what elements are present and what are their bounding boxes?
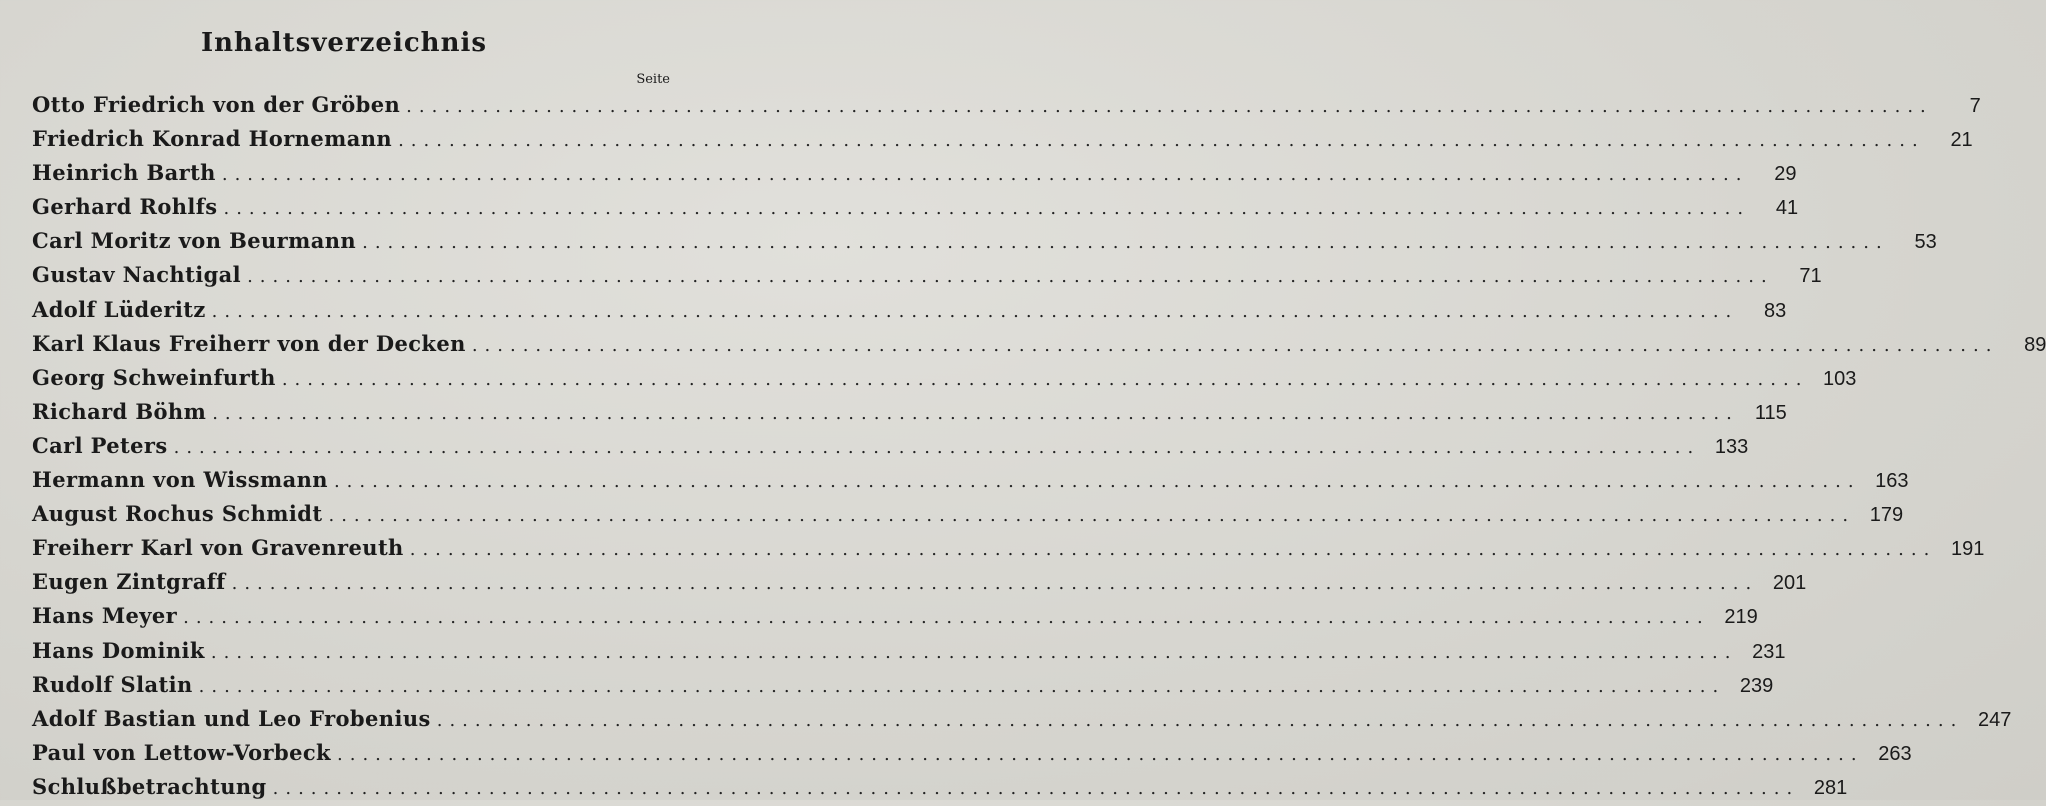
toc-entry — [32, 565, 1807, 599]
toc-entry-title: Carl Moritz von Beurmann — [32, 228, 357, 254]
toc-entry-title: Karl Klaus Freiherr von der Decken — [32, 330, 466, 356]
toc-entry-title: August Rochus Schmidt — [32, 501, 323, 527]
toc-entry — [32, 702, 2012, 736]
toc-entry-page: 7 — [1969, 95, 1981, 117]
toc-entry-page: 191 — [1950, 538, 1985, 561]
toc-entry — [32, 395, 1787, 429]
toc-entry — [32, 497, 1904, 531]
toc-entry — [32, 156, 1797, 190]
page-title: Inhaltsverzeichnis — [200, 28, 488, 58]
toc-entry — [32, 361, 1857, 395]
dot-leader: ........................................................................................................................ — [406, 96, 1933, 117]
dot-leader: ........................................................................................................................ — [362, 232, 1889, 254]
toc-entry — [32, 599, 1758, 633]
dot-leader: ........................................................................................................................ — [173, 436, 1701, 458]
toc-entry-page: 247 — [1977, 708, 2012, 731]
dot-leader: ........................................................................................................................ — [272, 777, 1800, 799]
toc-entry-page: 201 — [1772, 572, 1807, 595]
dot-leader: ........................................................................................................................ — [183, 607, 1710, 629]
toc-entry — [32, 190, 1799, 224]
dot-leader: ........................................................................................................................ — [409, 539, 1937, 561]
toc-entry-title: Friedrich Konrad Hornemann — [32, 126, 393, 152]
toc-entry-page: 163 — [1875, 470, 1909, 493]
toc-entry — [32, 258, 1822, 292]
dot-leader: ........................................................................................................................ — [328, 505, 1856, 527]
dot-leader: ........................................................................................................................ — [223, 198, 1751, 220]
toc-entry — [32, 88, 1981, 122]
toc-entry-title: Adolf Bastian und Leo Frobenius — [32, 705, 431, 731]
toc-entry — [32, 770, 1848, 804]
dot-leader: ........................................................................................................................ — [436, 709, 1964, 731]
toc-entry-page: 115 — [1754, 401, 1787, 424]
toc-entry-page: 71 — [1799, 265, 1822, 288]
toc-entry-title: Georg Schweinfurth — [32, 364, 276, 390]
toc-entry-title: Hans Meyer — [32, 603, 178, 629]
toc-entry-page: 41 — [1775, 197, 1799, 220]
toc-entry-page: 179 — [1869, 504, 1904, 527]
dot-leader: ........................................................................................................................ — [281, 368, 1809, 390]
dot-leader: ........................................................................................................................ — [212, 402, 1739, 424]
toc-entry-title: Gustav Nachtigal — [32, 262, 242, 288]
toc-entry-title: Eugen Zintgraff — [32, 569, 226, 595]
toc-entry — [32, 634, 1786, 668]
toc-entry-title: Otto Friedrich von der Gröben — [32, 92, 401, 117]
toc-entry-page: 133 — [1714, 435, 1749, 458]
toc-entry-page: 53 — [1914, 231, 1937, 254]
dot-leader: ........................................................................................................................ — [247, 266, 1774, 288]
toc-entry-page: 83 — [1764, 299, 1787, 322]
toc-entry-title: Gerhard Rohlfs — [32, 194, 218, 220]
toc-entry-title: Freiherr Karl von Gravenreuth — [32, 535, 404, 561]
dot-leader: ........................................................................................................................ — [221, 164, 1749, 186]
toc-entry-page: 89 — [2024, 333, 2046, 356]
dot-leader: ........................................................................................................................ — [398, 130, 1925, 152]
toc-entry-page: 29 — [1774, 163, 1797, 186]
table-of-contents — [32, 88, 2046, 804]
toc-entry — [32, 224, 1937, 258]
dot-leader: ........................................................................................................................ — [333, 471, 1861, 493]
toc-entry — [32, 327, 2046, 361]
toc-entry — [32, 668, 1774, 702]
toc-entry-page: 239 — [1739, 674, 1774, 697]
toc-entry-page: 219 — [1724, 606, 1758, 629]
toc-entry — [32, 531, 1985, 565]
dot-leader: ........................................................................................................................ — [337, 743, 1864, 765]
toc-entry-title: Rudolf Slatin — [32, 671, 193, 697]
toc-entry-page: 21 — [1950, 129, 1973, 152]
toc-entry-title: Paul von Lettow-Vorbeck — [32, 739, 331, 765]
toc-entry — [32, 463, 1909, 497]
dot-leader: ........................................................................................................................ — [210, 641, 1738, 663]
toc-entry-title: Schlußbetrachtung — [32, 773, 267, 799]
toc-entry-page: 281 — [1813, 776, 1848, 799]
toc-entry — [32, 736, 1912, 770]
toc-entry-page: 231 — [1752, 640, 1786, 663]
toc-entry-title: Richard Böhm — [32, 398, 207, 424]
toc-entry-title: Heinrich Barth — [32, 160, 216, 186]
toc-entry-title: Hermann von Wissmann — [32, 467, 328, 493]
page-column-header: Seite — [636, 72, 670, 87]
dot-leader: ........................................................................................................................ — [471, 334, 1999, 356]
dot-leader: ........................................................................................................................ — [231, 573, 1759, 595]
toc-entry — [32, 293, 1787, 327]
dot-leader: ........................................................................................................................ — [211, 300, 1739, 322]
toc-entry-title: Hans Dominik — [32, 637, 205, 663]
toc-entry — [32, 122, 1973, 156]
dot-leader: ........................................................................................................................ — [198, 675, 1726, 697]
toc-entry-title: Adolf Lüderitz — [32, 296, 206, 322]
toc-entry-page: 103 — [1823, 367, 1857, 390]
toc-entry — [32, 429, 1749, 463]
toc-entry-title: Carl Peters — [32, 432, 168, 458]
toc-entry-page: 263 — [1878, 742, 1912, 765]
